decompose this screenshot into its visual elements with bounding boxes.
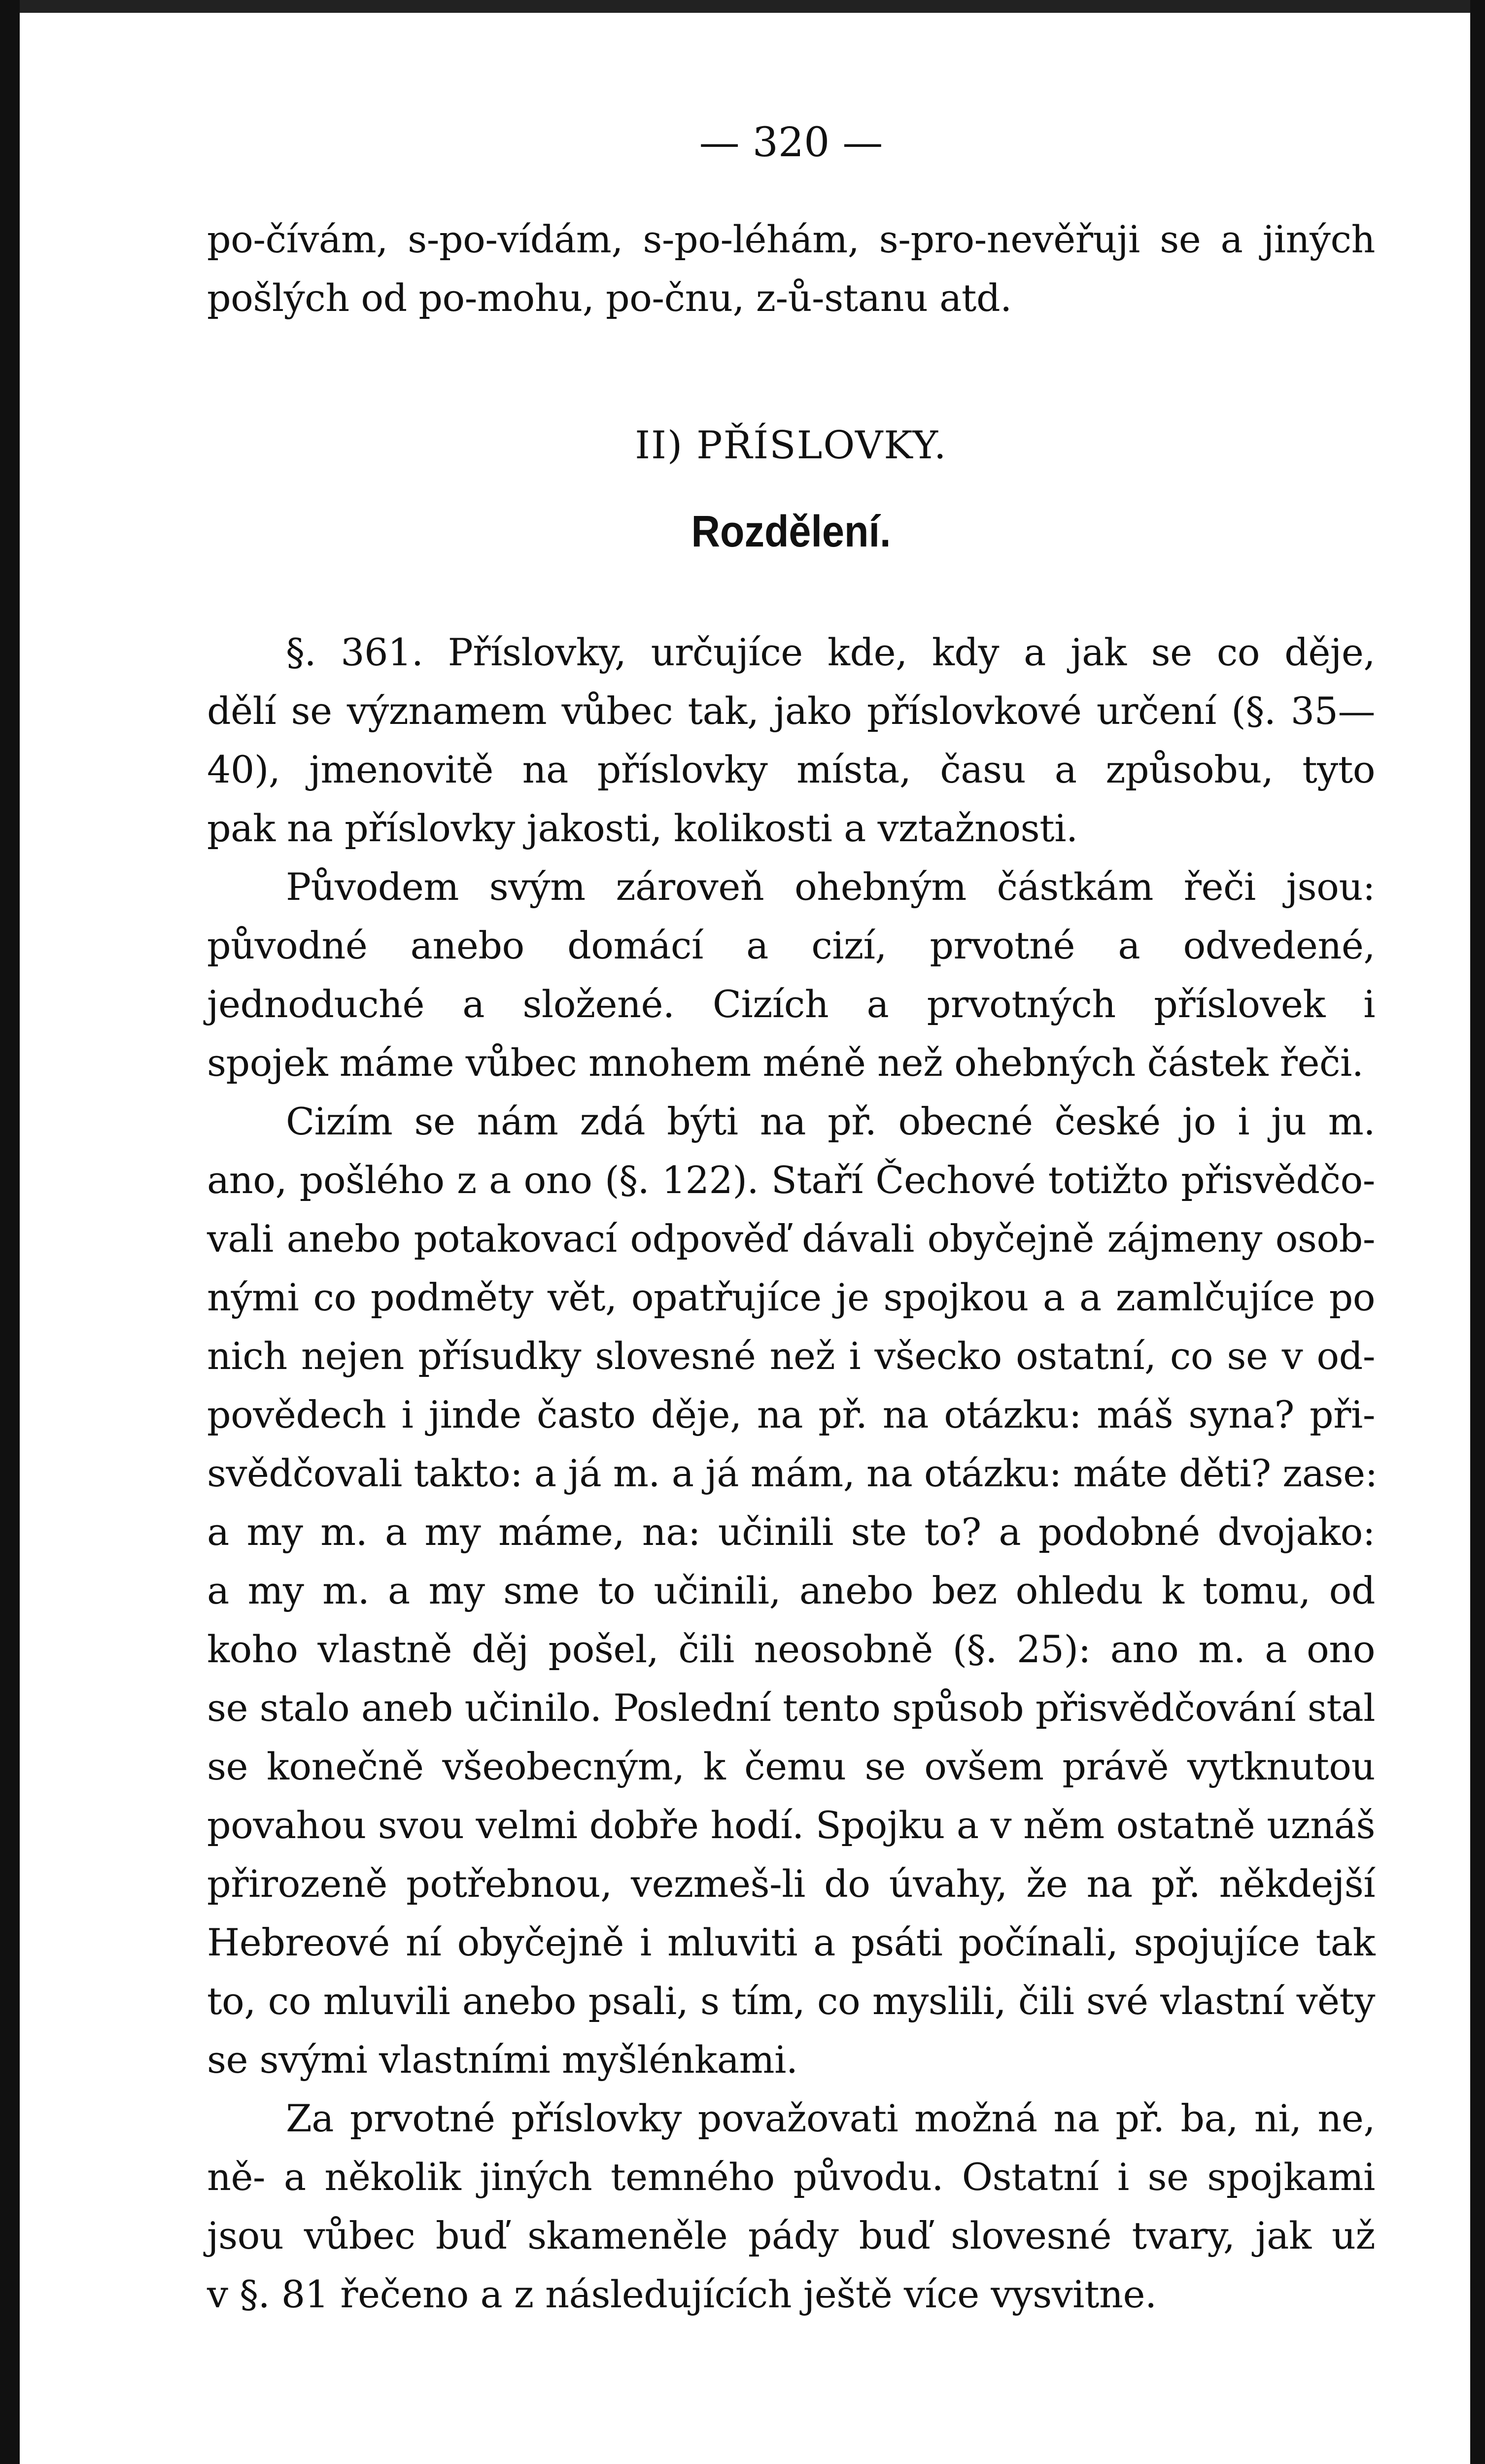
text-line: se stalo aneb učinilo. Poslední tento spůsob přisvědčování stal — [207, 1686, 1375, 1730]
text-line: a my m. a my máme, na: učinili ste to? a podobné dvojako: — [207, 1510, 1375, 1554]
paragraph-origin — [207, 857, 1375, 1092]
paragraph-361 — [207, 623, 1375, 857]
page-number: — 320 — — [699, 119, 883, 166]
text-line: Za prvotné příslovky považovati možná na př. ba, ni, ne, — [286, 2096, 1375, 2140]
text-line: po-čívám, s-po-vídám, s-po-léhám, s-pro-nevěřuji se a jiných — [207, 217, 1375, 261]
text-line: vali anebo potakovací odpověď dávali obyčejně zájmeny osob- — [207, 1217, 1375, 1261]
text-line: a my m. a my sme to učinili, anebo bez ohledu k tomu, od — [207, 1569, 1375, 1612]
scan-edge-right — [1470, 0, 1485, 2464]
text-line: 40), jmenovitě na příslovky místa, času a způsobu, tyto — [207, 748, 1375, 791]
text-line: jsou vůbec buď skameněle pády buď slovesné tvary, jak už — [207, 2214, 1375, 2258]
text-line: přirozeně potřebnou, vezmeš-li do úvahy, že na př. někdejší — [207, 1862, 1375, 1906]
text-line: se konečně všeobecným, k čemu se ovšem právě vytknutou — [207, 1745, 1375, 1788]
text-line: ně- a několik jiných temného původu. Ostatní i se spojkami — [207, 2155, 1375, 2199]
text-line: spojek máme vůbec mnohem méně než ohebných částek řeči. — [207, 1041, 1364, 1085]
text-line: koho vlastně děj pošel, čili neosobně (§. 25): ano m. a ono — [207, 1627, 1375, 1671]
paragraph-primary — [207, 2089, 1375, 2324]
text-line: pak na příslovky jakosti, kolikosti a vztažnosti. — [207, 806, 1078, 850]
text-line: dělí se významem vůbec tak, jako příslovkové určení (§. 35— — [207, 689, 1375, 733]
text-line: Cizím se nám zdá býti na př. obecné české jo i ju m. — [286, 1099, 1375, 1143]
text-line: Hebreové ní obyčejně i mluviti a psáti počínali, spojujíce tak — [207, 1920, 1375, 1964]
section-heading: II) PŘÍSLOVKY. — [635, 423, 947, 468]
scan-edge-top — [0, 0, 1485, 13]
scan-edge-left — [0, 0, 20, 2464]
text-line: nými co podměty vět, opatřujíce je spojkou a a zamlčujíce po — [207, 1275, 1375, 1319]
text-line: jednoduché a složené. Cizích a prvotných příslovek i — [207, 982, 1375, 1026]
page-body — [207, 118, 1378, 2324]
text-line: povědech i jinde často děje, na př. na otázku: máš syna? při- — [207, 1393, 1375, 1437]
text-line: ano, pošlého z a ono (§. 122). Staří Čechové totižto přisvědčo- — [207, 1158, 1375, 1202]
text-line: Původem svým zároveň ohebným částkám řeči jsou: — [286, 865, 1375, 909]
text-line: původné anebo domácí a cizí, prvotné a odvedené, — [207, 924, 1375, 967]
text-line: povahou svou velmi dobře hodí. Spojku a v něm ostatně uznáš — [207, 1803, 1375, 1847]
text-line: v §. 81 řečeno a z následujících ještě více vysvitne. — [207, 2272, 1157, 2316]
text-line: pošlých od po-mohu, po-čnu, z-ů-stanu atd. — [207, 276, 1012, 320]
section-subheading: Rozdělení. — [691, 507, 891, 556]
text-line: §. 361. Příslovky, určujíce kde, kdy a jak se co děje, — [286, 630, 1375, 674]
text-line: to, co mluvili anebo psali, s tím, co myslili, čili své vlastní věty — [207, 1979, 1375, 2023]
text-line: nich nejen přísudky slovesné než i všecko ostatní, co se v od- — [207, 1334, 1375, 1378]
paragraph-foreign — [207, 1092, 1378, 2089]
text-line: se svými vlastními myšlénkami. — [207, 2038, 798, 2082]
intro-paragraph — [207, 210, 1375, 327]
text-line: svědčovali takto: a já m. a já mám, na otázku: máte děti? zase: — [207, 1451, 1378, 1495]
